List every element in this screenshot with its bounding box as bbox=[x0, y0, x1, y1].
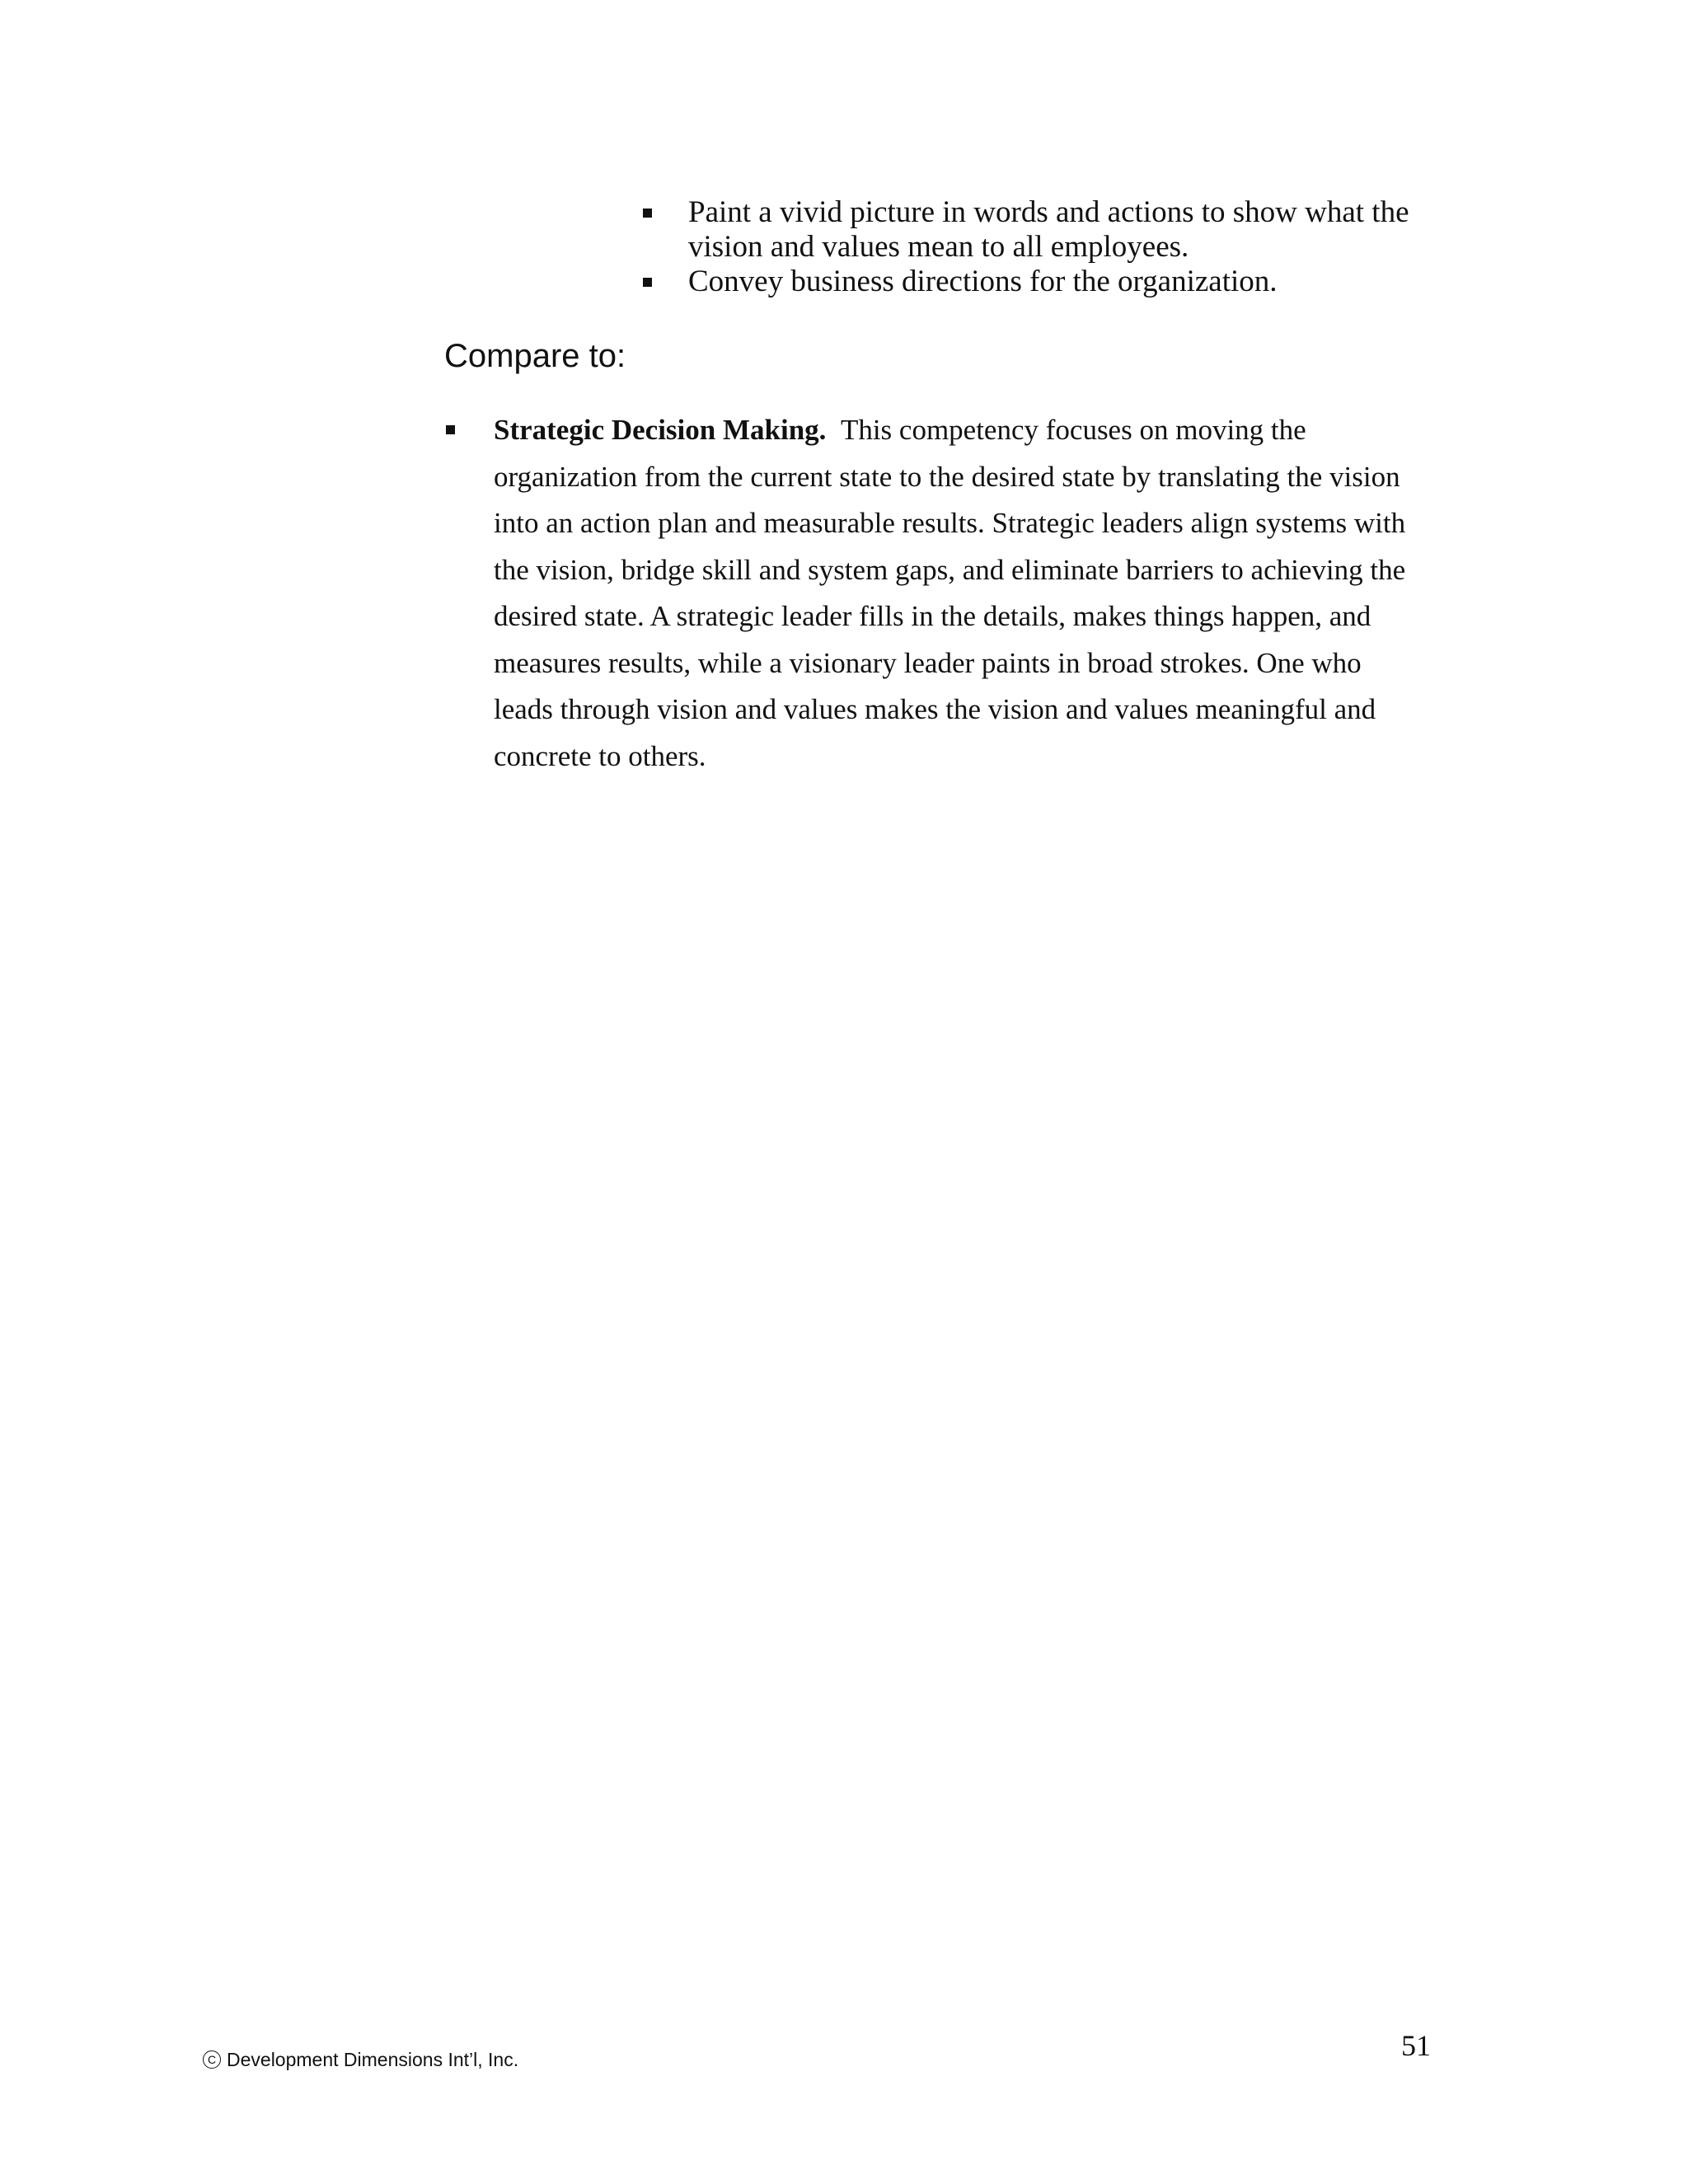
compare-heading: Compare to: bbox=[444, 338, 626, 374]
top-bullet-list bbox=[640, 195, 1447, 299]
compare-list bbox=[444, 407, 1425, 780]
competency-term: Strategic Decision Making. bbox=[494, 414, 827, 446]
square-bullet-icon bbox=[643, 209, 652, 218]
list-item bbox=[640, 195, 1447, 265]
copyright-text: Development Dimensions Int’l, Inc. bbox=[227, 2049, 519, 2070]
copyright-notice bbox=[203, 2047, 518, 2072]
list-item bbox=[640, 265, 1447, 299]
competency-description: This competency focuses on moving the organization from the current state to the desired state by translating the vision into an action plan and measurable results. Strategic leaders align systems with the vision, bridge skill and system gaps, and eliminate barriers to achieving the desired state. A strategic leader fills in the details, makes things happen, and measures results, while a visionary leader paints in broad strokes. One who leads through vision and values makes the vision and values meaningful and concrete to others. bbox=[494, 414, 1406, 772]
bullet-text: Paint a vivid picture in words and actions to show what the vision and values mean to all employees. bbox=[688, 195, 1409, 264]
square-bullet-icon bbox=[643, 278, 652, 287]
copyright-icon: C bbox=[203, 2050, 221, 2069]
square-bullet-icon bbox=[446, 425, 455, 434]
page-number: 51 bbox=[1401, 2029, 1431, 2062]
bullet-text: Convey business directions for the organization. bbox=[688, 265, 1278, 298]
list-item bbox=[444, 407, 1425, 780]
